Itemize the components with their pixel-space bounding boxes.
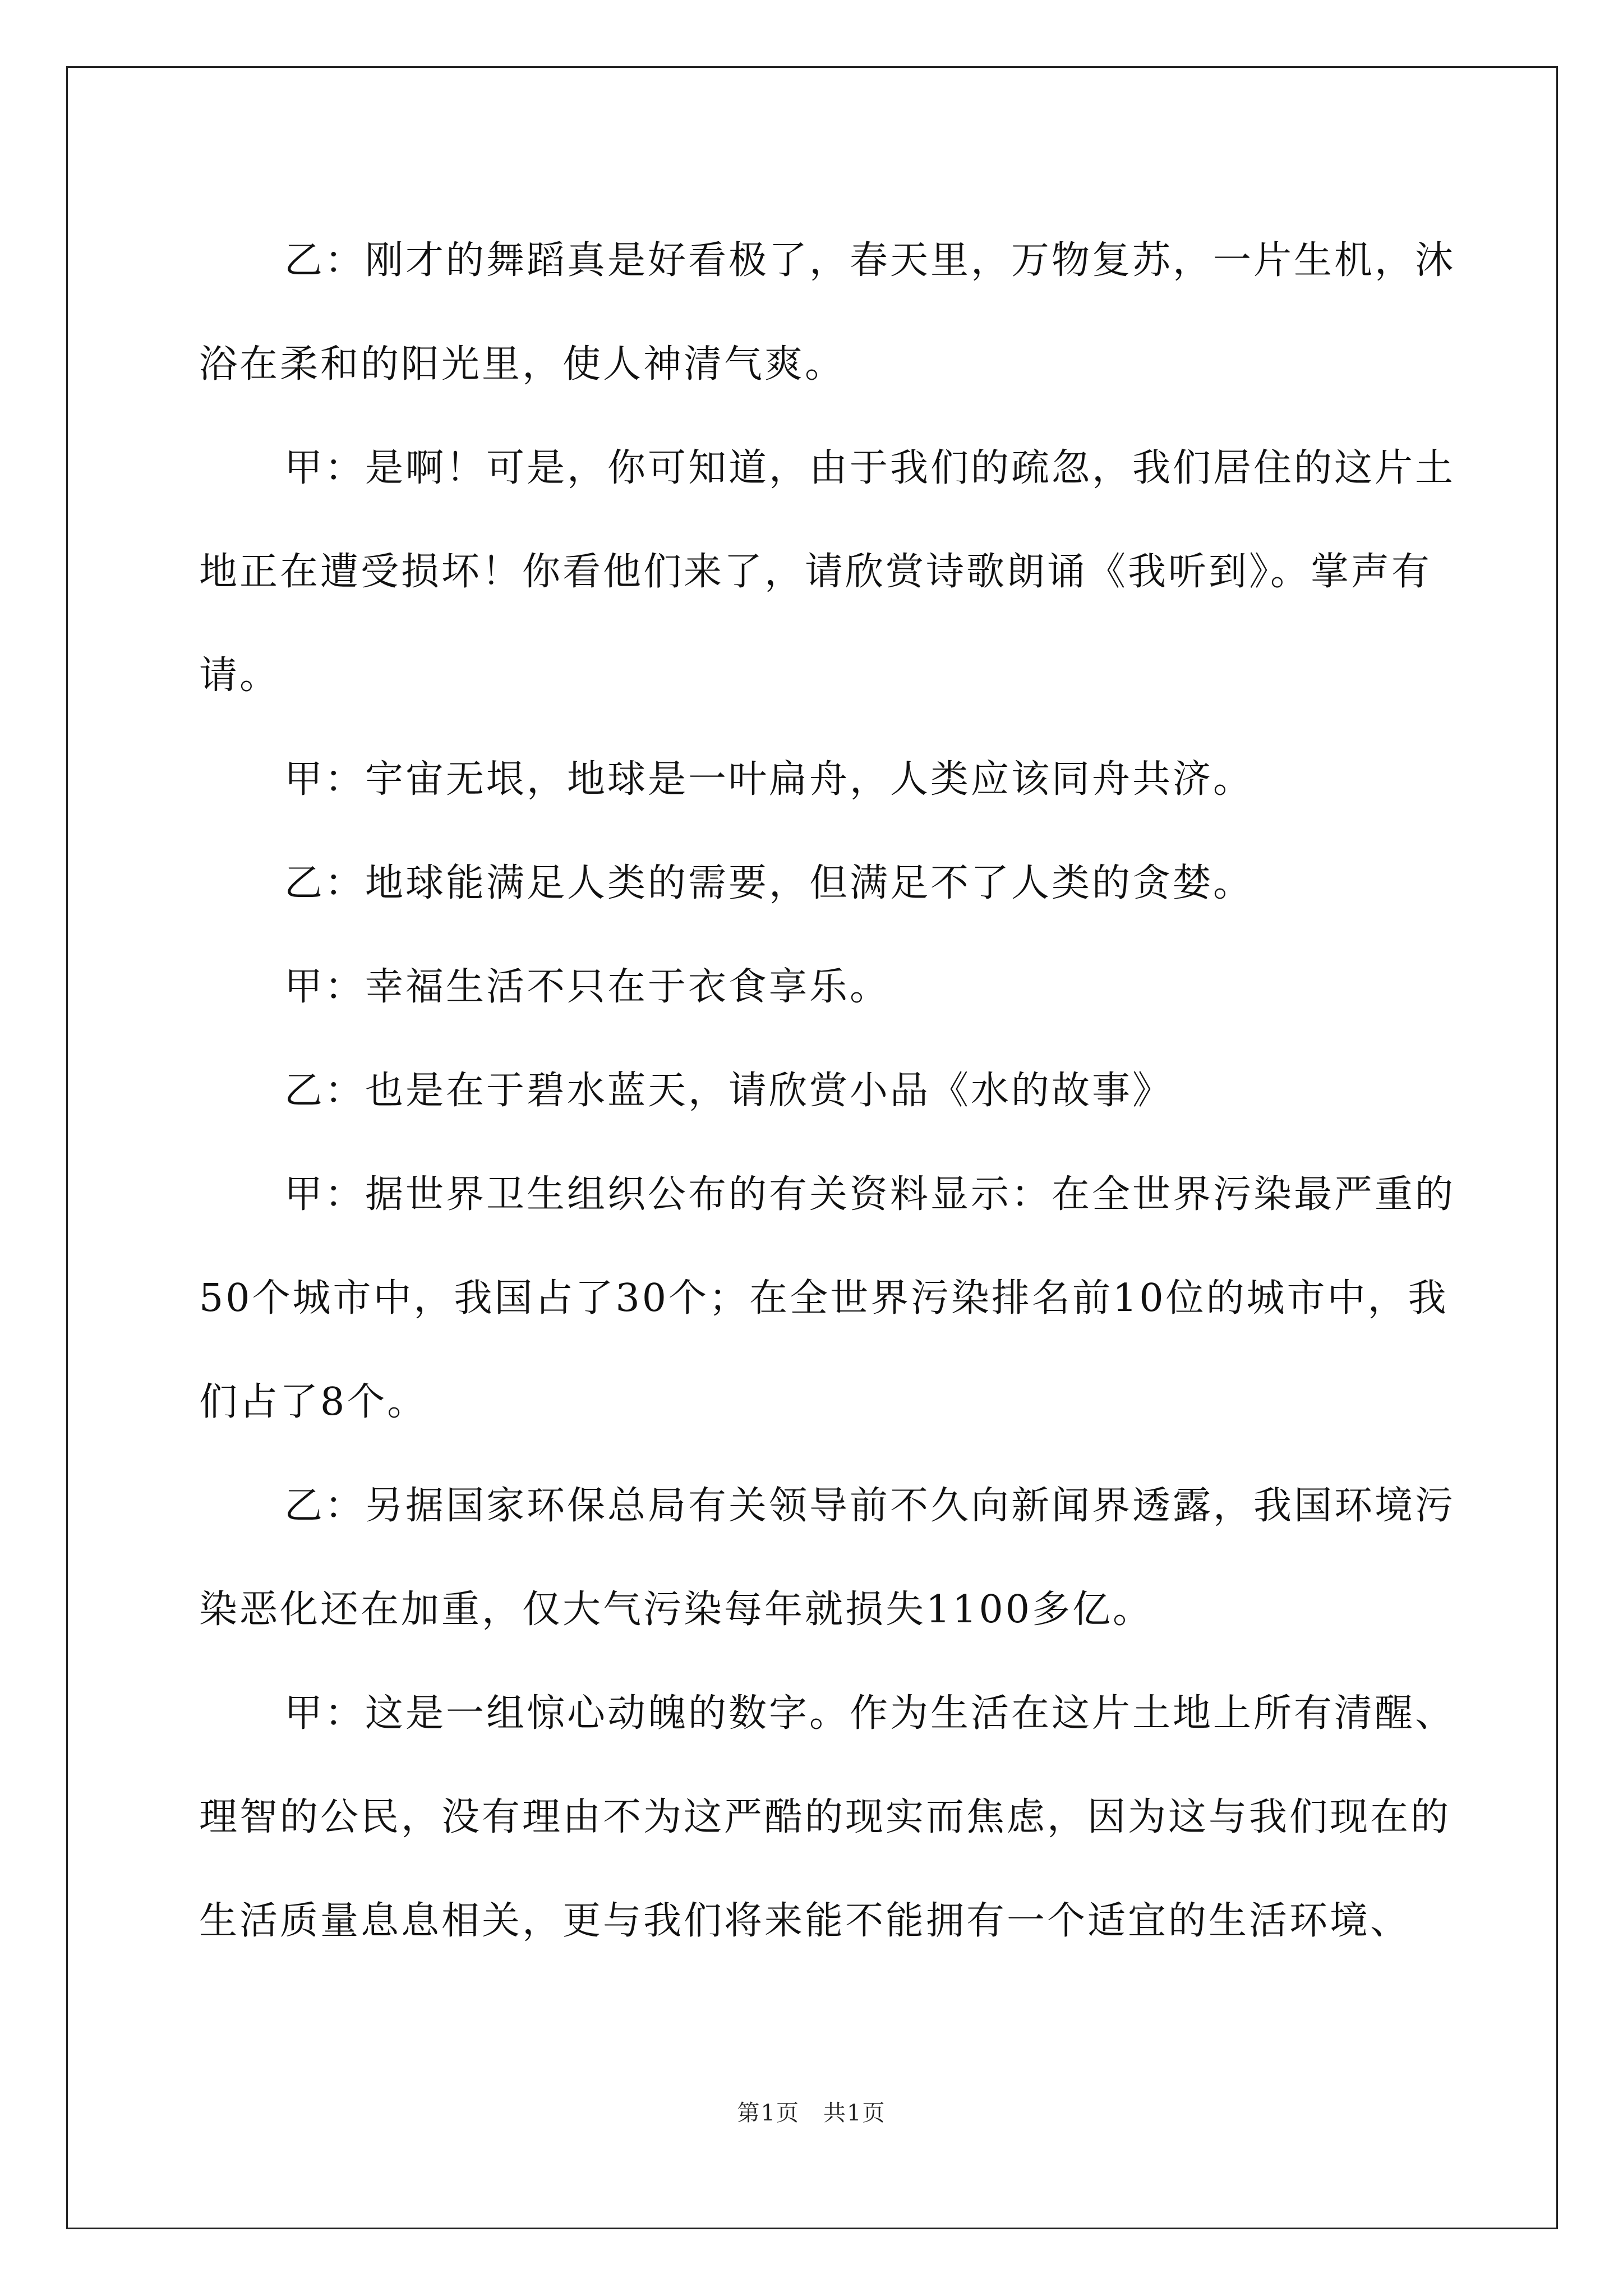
paragraph: 乙：刚才的舞蹈真是好看极了，春天里，万物复苏，一片生机，沐浴在柔和的阳光里，使人神清气爽。 (199, 238, 1456, 386)
paragraph: 甲：是啊！可是，你可知道，由于我们的疏忽，我们居住的这片土地正在遭受损坏！你看他们来了，请欣赏诗歌朗诵《我听到》。掌声有请。 (199, 446, 1456, 698)
paragraph: 乙：地球能满足人类的需要，但满足不了人类的贪婪。 (284, 861, 1254, 905)
paragraph: 甲：这是一组惊心动魄的数字。作为生活在这片土地上所有清醒、理智的公民，没有理由不为这严酷的现实而焦虑，因为这与我们现在的生活质量息息相关，更与我们将来能不能拥有一个适宜的生活环境、 (199, 1691, 1456, 1943)
paragraph: 甲：幸福生活不只在于衣食享乐。 (284, 965, 891, 1009)
document-body (199, 209, 1455, 1973)
paragraph: 乙：也是在于碧水蓝天，请欣赏小品《水的故事》 (284, 1069, 1173, 1113)
paragraph: 甲：据世界卫生组织公布的有关资料显示：在全世界污染最严重的50个城市中，我国占了30个；在全世界污染排名前10位的城市中，我们占了8个。 (199, 1172, 1456, 1424)
page-footer: 第1页 共1页 (737, 2100, 886, 2126)
paragraph: 甲：宇宙无垠，地球是一叶扁舟，人类应该同舟共济。 (284, 757, 1254, 802)
paragraph: 乙：另据国家环保总局有关领导前不久向新闻界透露，我国环境污染恶化还在加重，仅大气污染每年就损失1100多亿。 (199, 1484, 1456, 1632)
